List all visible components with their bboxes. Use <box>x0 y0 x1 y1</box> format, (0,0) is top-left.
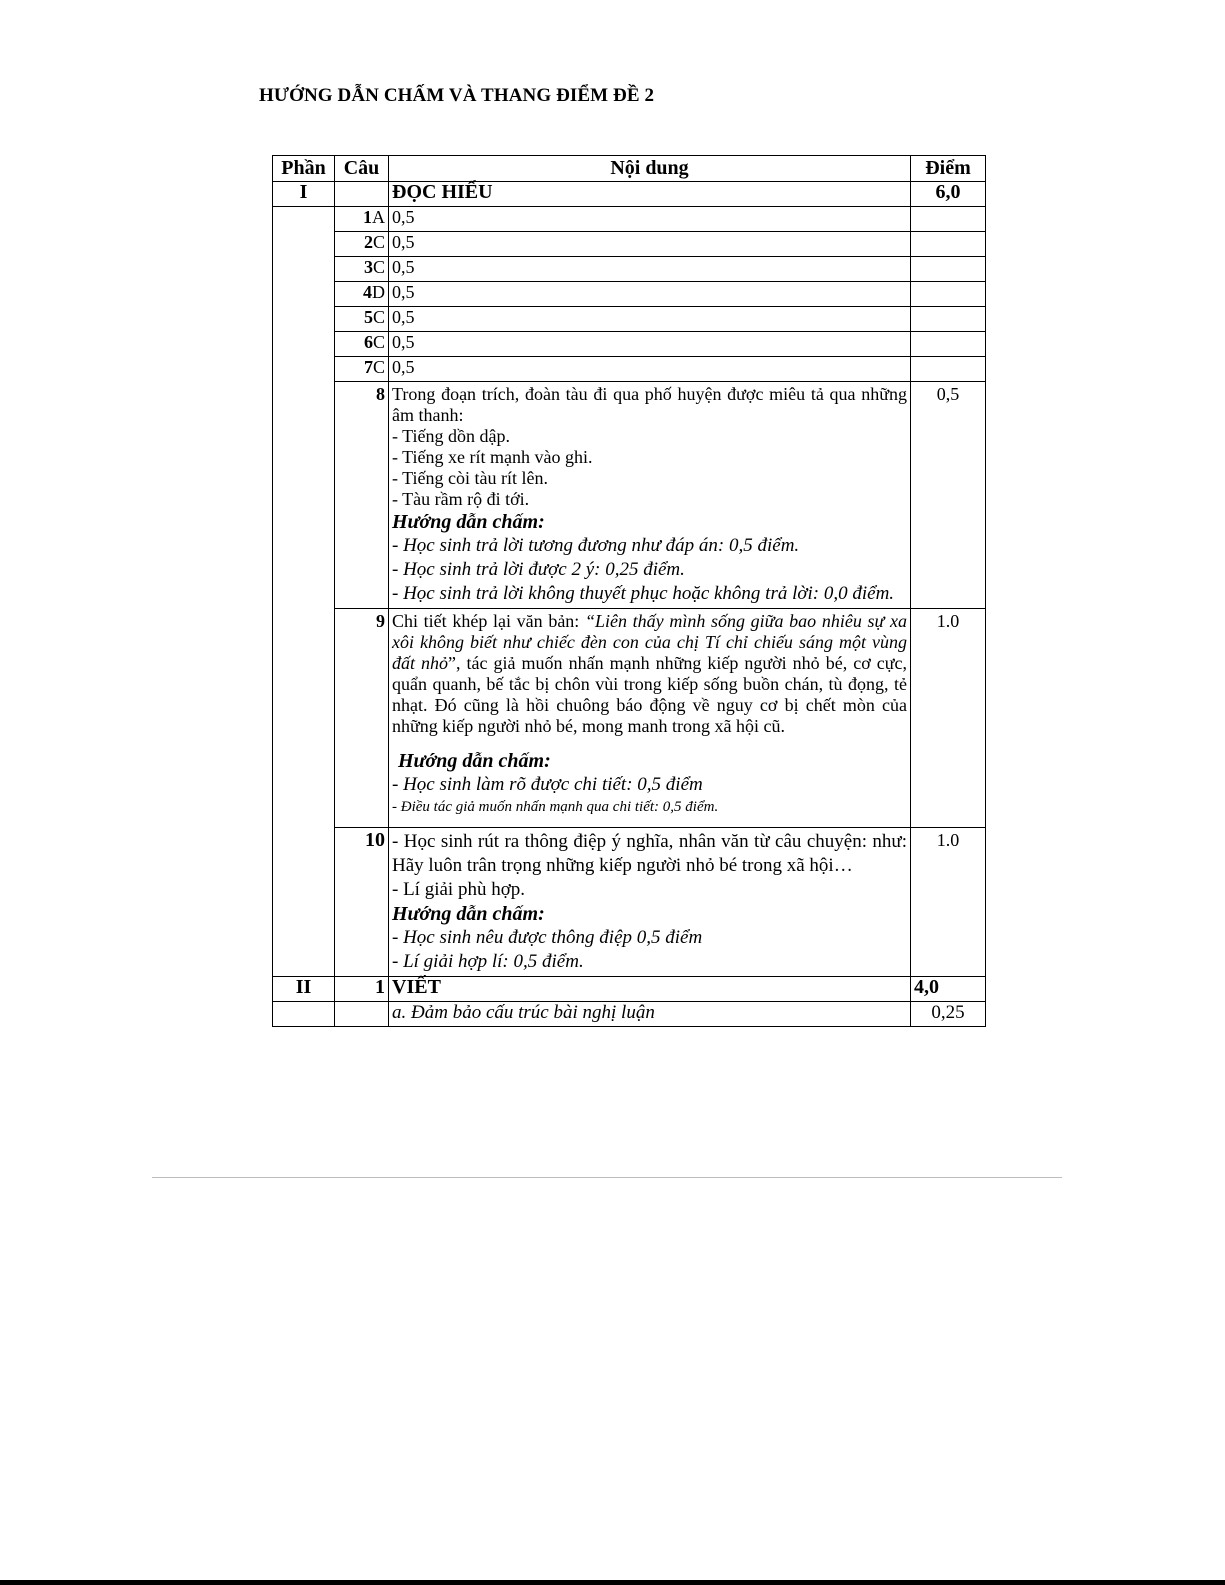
answer-score: 0,5 <box>389 282 911 307</box>
question-score: 1.0 <box>911 609 986 828</box>
answer-lead: Chi tiết khép lại văn bản: <box>392 611 585 631</box>
question-cell <box>335 332 389 357</box>
answer-line: - Tiếng dồn dập. <box>392 426 511 446</box>
section-row-writing <box>273 977 986 1002</box>
question-number: 4 <box>363 282 372 302</box>
empty-cell <box>911 307 986 332</box>
header-score: Điểm <box>911 156 986 182</box>
page-title: HƯỚNG DẪN CHẤM VÀ THANG ĐIỂM ĐỀ 2 <box>259 85 655 106</box>
question-cell <box>335 257 389 282</box>
answer-line: - Tiếng xe rít mạnh vào ghi. <box>392 447 593 467</box>
question-cell <box>335 357 389 382</box>
question-number: 3 <box>363 257 373 277</box>
answer-score: 0,5 <box>389 232 911 257</box>
section-score: 6,0 <box>911 182 986 207</box>
table-row <box>273 1002 986 1027</box>
header-part: Phần <box>273 156 335 182</box>
question-number: 2 <box>363 232 373 252</box>
section-part: II <box>273 977 335 1002</box>
table-row <box>273 232 986 257</box>
header-content: Nội dung <box>389 156 911 182</box>
question-number: 7 <box>363 357 373 377</box>
answer-letter: C <box>372 357 385 377</box>
question-cell <box>335 207 389 232</box>
guide-title: Hướng dẫn chấm: <box>392 511 545 533</box>
question-number: 10 <box>335 828 389 977</box>
question-number: 1 <box>363 207 372 227</box>
page-divider <box>152 1177 1062 1178</box>
empty-cell <box>911 282 986 307</box>
part-cell-empty <box>273 207 335 977</box>
guide-line: - Học sinh trả lời được 2 ý: 0,25 điểm. <box>392 559 685 580</box>
section-score: 4,0 <box>911 977 986 1002</box>
empty-cell <box>335 1002 389 1027</box>
section-title: VIẾT <box>389 977 911 1002</box>
question-number: 9 <box>335 609 389 828</box>
table-row <box>273 307 986 332</box>
answer-score: 0,5 <box>389 307 911 332</box>
empty-cell <box>911 332 986 357</box>
question-10-content <box>389 828 911 977</box>
question-number: 8 <box>335 382 389 609</box>
question-cell <box>335 307 389 332</box>
answer-score: 0,5 <box>389 257 911 282</box>
question-number: 5 <box>363 307 373 327</box>
table-row <box>273 282 986 307</box>
answer-letter: A <box>372 207 385 227</box>
empty-cell <box>911 257 986 282</box>
answer-letter: D <box>372 282 385 302</box>
answer-line: - Lí giải phù hợp. <box>392 879 525 900</box>
empty-cell <box>335 182 389 207</box>
question-8-content <box>389 382 911 609</box>
grading-table <box>272 155 986 1027</box>
question-8-row <box>273 382 986 609</box>
section-title: ĐỌC HIỂU <box>389 182 911 207</box>
answer-line: - Học sinh rút ra thông điệp ý nghĩa, nhân văn từ câu chuyện: như: Hãy luôn trân trọng những kiếp người nhỏ bé trong xã hội… <box>392 831 907 876</box>
answer-line: - Tàu rầm rộ đi tới. <box>392 489 530 509</box>
table-row <box>273 207 986 232</box>
question-cell <box>335 232 389 257</box>
answer-line: - Tiếng còi tàu rít lên. <box>392 468 548 488</box>
table-row <box>273 257 986 282</box>
section-part: I <box>273 182 335 207</box>
answer-intro: Trong đoạn trích, đoàn tàu đi qua phố huyện được miêu tả qua những âm thanh: <box>392 384 907 425</box>
question-cell <box>335 282 389 307</box>
guide-line: - Học sinh trả lời không thuyết phục hoặc không trả lời: 0,0 điểm. <box>392 583 895 604</box>
answer-score: 0,5 <box>389 357 911 382</box>
answer-score: 0,5 <box>389 207 911 232</box>
answer-letter: C <box>372 257 385 277</box>
answer-quote: “Liên thấy mình sống giữa bao nhiêu sự xa xôi không biết như chiếc đèn con của chị Tí chỉ chiếu sáng một vùng đất nhỏ <box>392 611 907 673</box>
answer-score: 0,5 <box>389 332 911 357</box>
answer-letter: C <box>372 332 385 352</box>
guide-line: - Học sinh trả lời tương đương như đáp án: 0,5 điểm. <box>392 535 800 556</box>
question-9-row <box>273 609 986 828</box>
guide-line: - Học sinh nêu được thông điệp 0,5 điểm <box>392 927 703 948</box>
table-row <box>273 357 986 382</box>
criterion-text: a. Đảm bảo cấu trúc bài nghị luận <box>389 1002 911 1027</box>
guide-line: - Lí giải hợp lí: 0,5 điểm. <box>392 951 584 972</box>
guide-title: Hướng dẫn chấm: <box>398 750 551 772</box>
section-row-reading <box>273 182 986 207</box>
answer-letter: C <box>372 232 385 252</box>
empty-cell <box>273 1002 335 1027</box>
question-9-content <box>389 609 911 828</box>
table-row <box>273 332 986 357</box>
question-score: 0,5 <box>911 382 986 609</box>
page-bottom-edge <box>0 1580 1225 1585</box>
guide-line: - Điều tác giả muốn nhấn mạnh qua chi tiết: 0,5 điểm. <box>392 799 719 815</box>
question-number: 6 <box>363 332 373 352</box>
answer-body: ”, tác giả muốn nhấn mạnh những kiếp người nhỏ bé, cơ cực, quẩn quanh, bế tắc bị chôn vùi trong kiếp sống buồn chán, tù đọng, tẻ nhạt. Đó cũng là hồi chuông báo động về nguy cơ bị chết mòn của những kiếp người nhỏ bé, mong manh trong xã hội cũ. <box>392 653 907 736</box>
empty-cell <box>911 357 986 382</box>
question-10-row <box>273 828 986 977</box>
question-score: 1.0 <box>911 828 986 977</box>
empty-cell <box>911 232 986 257</box>
question-number: 1 <box>335 977 389 1002</box>
guide-line: - Học sinh làm rõ được chi tiết: 0,5 điểm <box>392 774 703 795</box>
table-header-row <box>273 156 986 182</box>
guide-title: Hướng dẫn chấm: <box>392 903 545 925</box>
empty-cell <box>911 207 986 232</box>
answer-letter: C <box>372 307 385 327</box>
criterion-score: 0,25 <box>911 1002 986 1027</box>
answer-paragraph <box>392 611 907 737</box>
header-question: Câu <box>335 156 389 182</box>
